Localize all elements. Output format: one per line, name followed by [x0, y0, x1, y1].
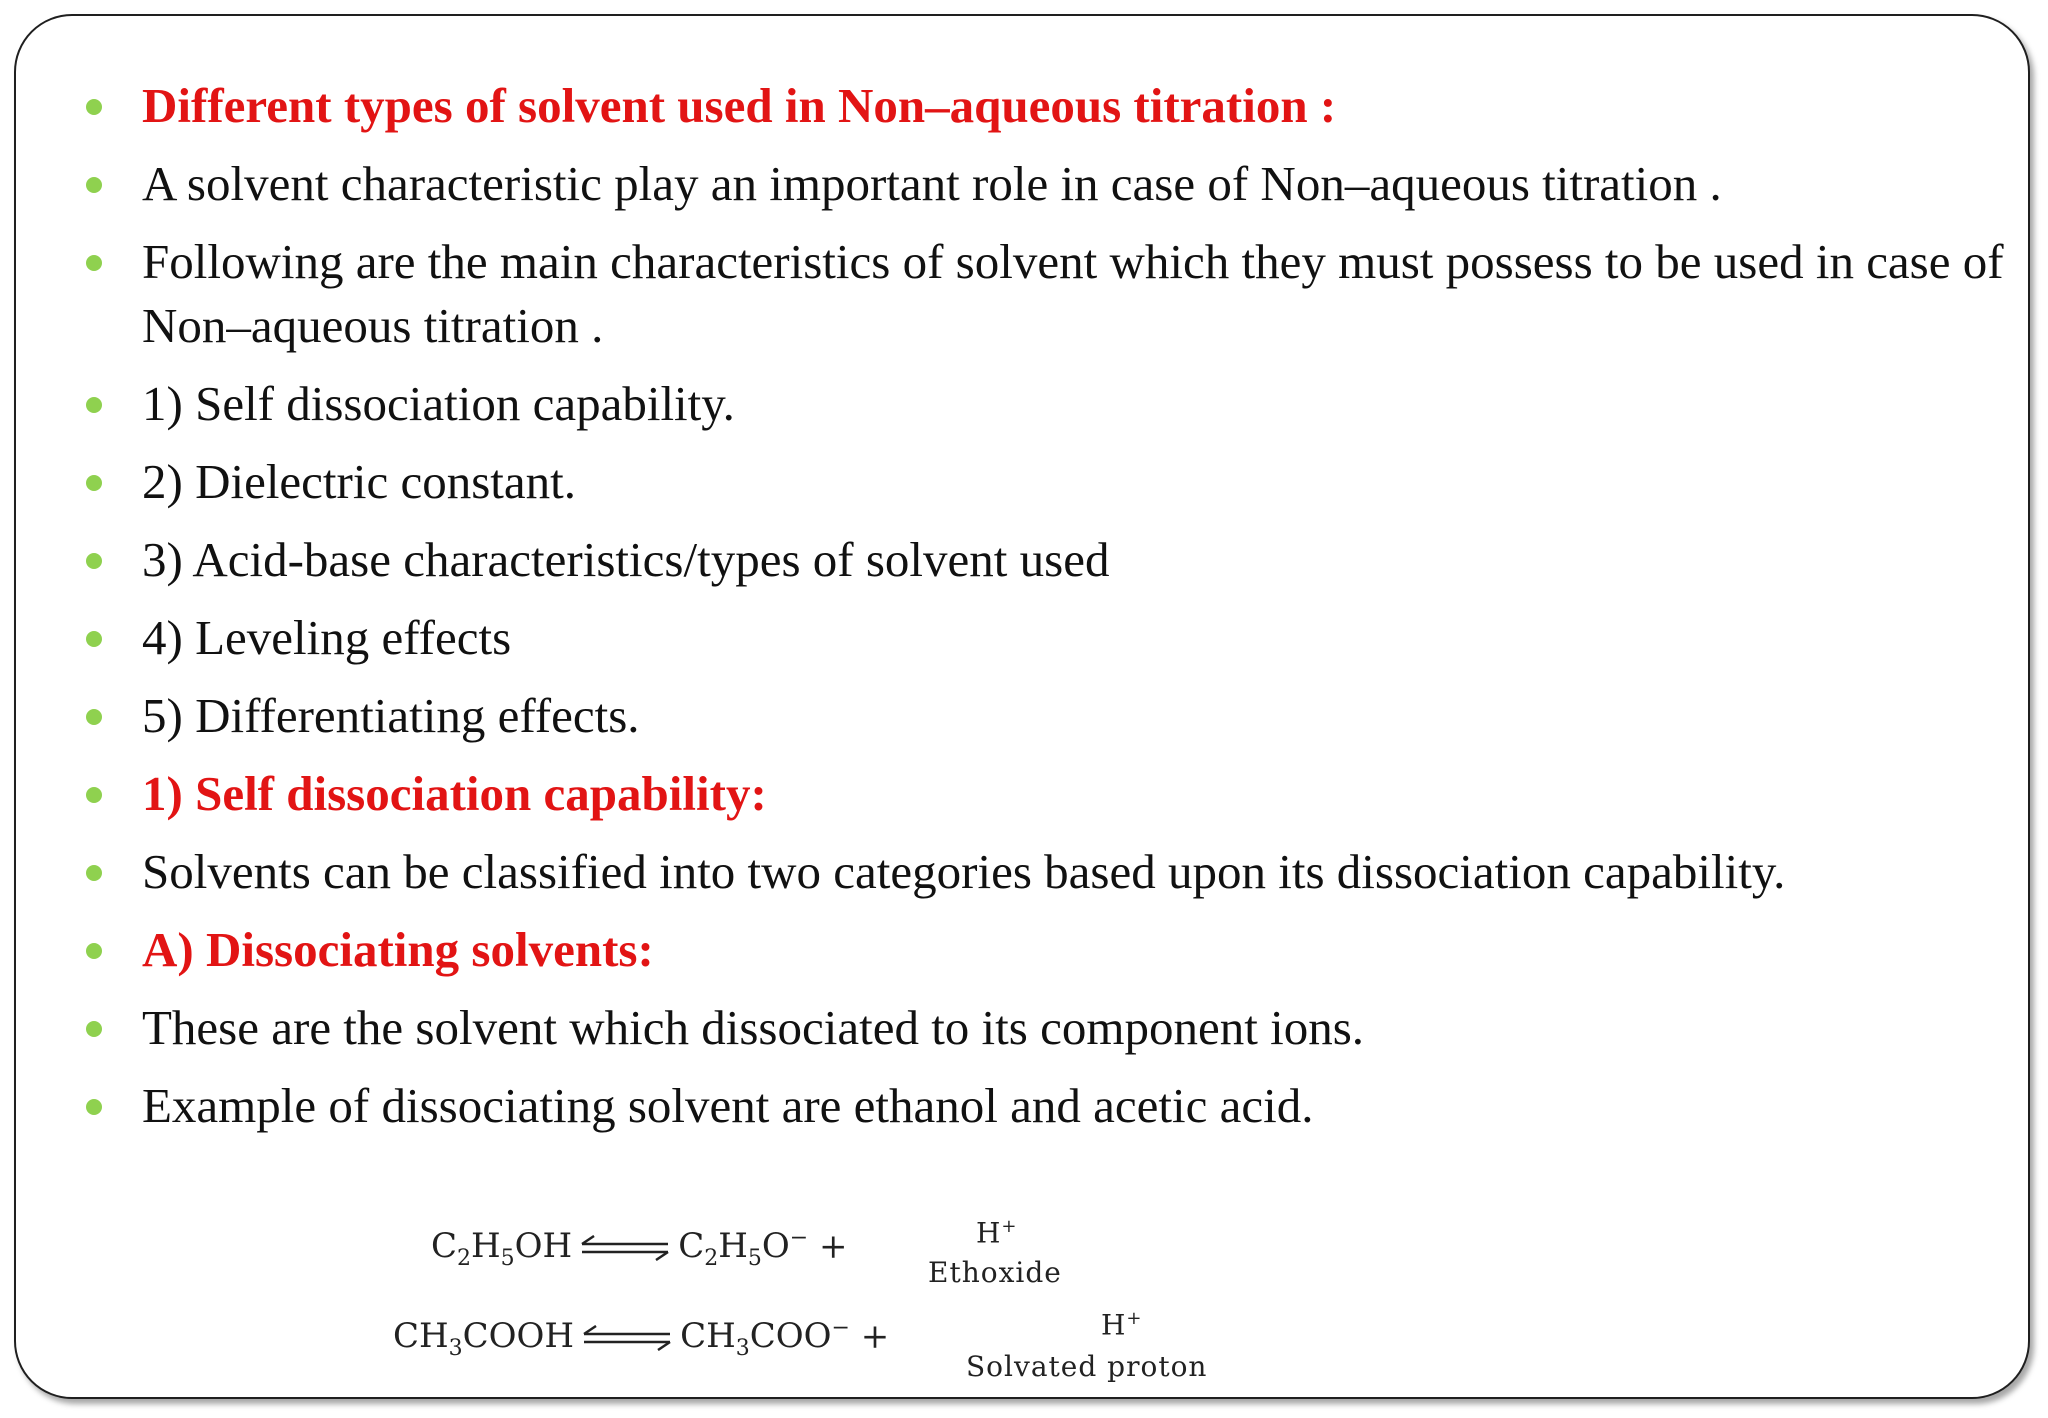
eq1-reactant: $C_2H_5OH$: [431, 1226, 573, 1272]
bullet-text: Different types of solvent used in Non–aqueous titration :: [142, 78, 1337, 133]
equations: [16, 16, 2030, 1399]
bullet-text: Solvents can be classified into two categories based upon its dissociation capability.: [142, 844, 1786, 899]
bullet-text: 1) Self dissociation capability.: [142, 376, 735, 431]
bullet-text: Following are the main characteristics of solvent which they must possess to be used in case of Non–aqueous titration .: [142, 234, 2004, 353]
bullet-text: 4) Leveling effects: [142, 610, 512, 665]
eq2-plus: +: [860, 1316, 890, 1357]
eq1-ion: H+: [976, 1216, 1018, 1250]
equilibrium-arrow-icon: [580, 1325, 674, 1351]
bullet-text: 1) Self dissociation capability:: [142, 766, 767, 821]
equation-acetic-acid: [393, 1316, 889, 1361]
eq2-label: Solvated proton: [966, 1350, 1208, 1383]
eq1-plus: +: [819, 1226, 848, 1267]
equilibrium-arrow-icon: [578, 1235, 672, 1261]
eq2-ion: H+: [1101, 1308, 1143, 1342]
eq2-product: $CH_3COO^-$: [680, 1316, 850, 1362]
slide-frame: [14, 14, 2030, 1399]
eq2-reactant: $CH_3COOH$: [393, 1316, 575, 1362]
bullet-text: These are the solvent which dissociated to its component ions.: [142, 1000, 1365, 1055]
eq1-product: $C_2H_5O^-$: [678, 1226, 809, 1272]
bullet-text: Example of dissociating solvent are ethanol and acetic acid.: [142, 1078, 1314, 1133]
bullet-text: A solvent characteristic play an important role in case of Non–aqueous titration .: [142, 156, 1722, 211]
equation-ethanol: [431, 1226, 848, 1271]
eq1-label: Ethoxide: [928, 1256, 1062, 1289]
bullet-text: 3) Acid-base characteristics/types of solvent used: [142, 532, 1110, 587]
bullet-text: 5) Differentiating effects.: [142, 688, 640, 743]
bullet-text: 2) Dielectric constant.: [142, 454, 577, 509]
bullet-text: A) Dissociating solvents:: [142, 922, 654, 977]
